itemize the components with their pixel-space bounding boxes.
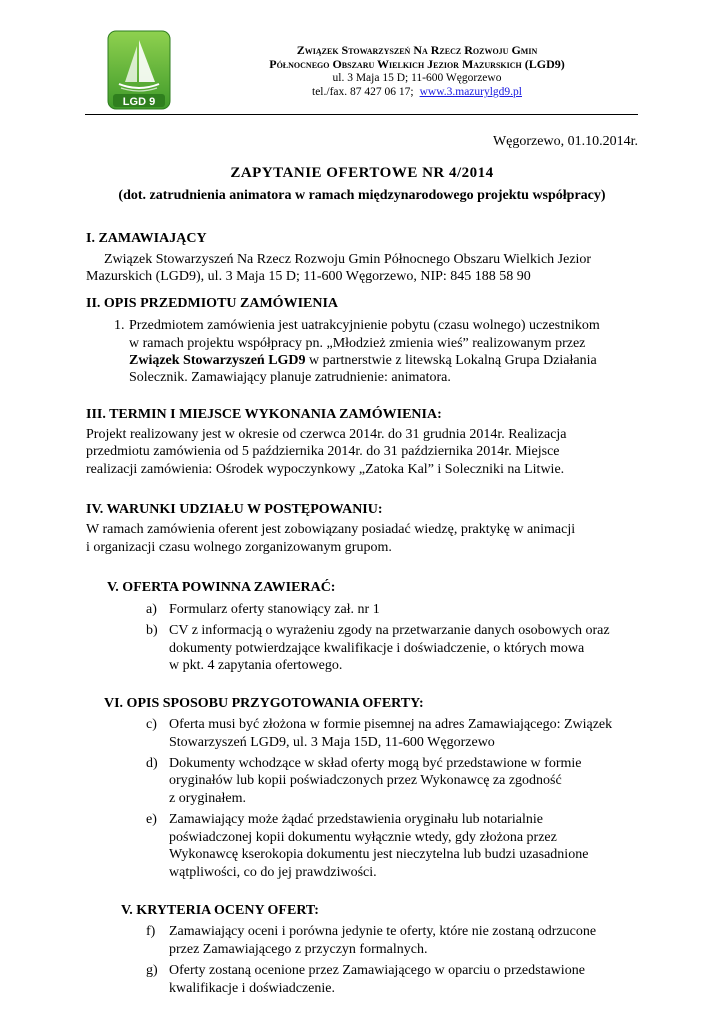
- section-2-line-4: Solecznik. Zamawiający planuje zatrudnienie: animatora.: [129, 370, 451, 385]
- section-6-item-d-line-1: Dokumenty wchodzące w skład oferty mogą być przedstawione w formie: [169, 756, 582, 771]
- list-marker: 1.: [114, 318, 125, 333]
- section-6-item-d-line-3: z oryginałem.: [169, 791, 246, 806]
- section-2-line-3-rest: w partnerstwie z litewską Lokalną Grupa Działania: [305, 353, 597, 368]
- section-1-line-2: Mazurskich (LGD9), ul. 3 Maja 15 D; 11-600 Węgorzewo, NIP: 845 188 58 90: [86, 269, 531, 284]
- document-subtitle: (dot. zatrudnienia animatora w ramach międzynarodowego projektu współpracy): [118, 188, 606, 203]
- section-7-item-f-line-2: przez Zamawiającego z przyczyn formalnych.: [169, 942, 428, 957]
- dateline: Węgorzewo, 01.10.2014r.: [492, 134, 638, 149]
- section-4-line-2: i organizacji czasu wolnego zorganizowanym grupom.: [86, 540, 392, 555]
- section-5-item-b-line-2: dokumenty potwierdzające kwalifikacje i doświadczenie, o których mowa: [169, 641, 585, 656]
- document-title: ZAPYTANIE OFERTOWE NR 4/2014: [230, 165, 494, 181]
- section-6-item-e-line-3: Wykonawcę kserokopia dokumentu jest nieczytelna lub budzi uzasadnione: [169, 847, 589, 862]
- section-2-heading: II. OPIS PRZEDMIOTU ZAMÓWIENIA: [86, 296, 339, 311]
- list-marker: d): [146, 756, 158, 771]
- list-marker: a): [146, 602, 157, 617]
- section-6-item-c-line-1: Oferta musi być złożona w formie pisemnej na adres Zamawiającego: Związek: [169, 717, 613, 732]
- section-7-item-g-line-1: Oferty zostaną ocenione przez Zamawiającego w oparciu o przedstawione: [169, 963, 585, 978]
- section-6-item-e-line-2: poświadczonej kopii dokumentu wyłącznie wtedy, gdy złożona przez: [169, 830, 557, 845]
- section-3-line-3: realizacji zamówienia: Ośrodek wypoczynkowy „Zatoka Kal” i Soleczniki na Litwie.: [86, 462, 565, 477]
- section-2-line-1: Przedmiotem zamówienia jest uatrakcyjnienie pobytu (czasu wolnego) uczestnikom: [129, 318, 600, 333]
- header-org-line1: Związek Stowarzyszeń Na Rzecz Rozwoju Gmin: [296, 43, 538, 57]
- list-marker: e): [146, 812, 157, 827]
- header-address: ul. 3 Maja 15 D; 11-600 Węgorzewo: [332, 72, 502, 84]
- section-4-heading: IV. WARUNKI UDZIAŁU W POSTĘPOWANIU:: [86, 502, 383, 517]
- list-marker: f): [146, 924, 156, 939]
- section-6-item-d-line-2: oryginałów lub kopii poświadczonych przez Wykonawcę za zgodność: [169, 773, 562, 788]
- list-marker: g): [146, 963, 158, 978]
- section-7-heading: V. KRYTERIA OCENY OFERT:: [121, 903, 319, 918]
- header-phone: tel./fax. 87 427 06 17;: [312, 86, 414, 98]
- section-3-heading: III. TERMIN I MIEJSCE WYKONANIA ZAMÓWIENIA:: [86, 407, 442, 422]
- header-contact: [210, 85, 624, 99]
- section-6-item-e-line-1: Zamawiający może żądać przedstawienia oryginału lub notarialnie: [169, 812, 543, 827]
- section-2-line-2: w ramach projektu współpracy pn. „Młodzież zmienia wieś” realizowanym przez: [129, 336, 586, 351]
- lgd9-logo: [107, 30, 171, 110]
- organization-name: Związek Stowarzyszeń LGD9: [129, 353, 306, 368]
- section-1-line-1: Związek Stowarzyszeń Na Rzecz Rozwoju Gmin Północnego Obszaru Wielkich Jezior: [104, 252, 592, 267]
- section-3-line-2: przedmiotu zamówienia od 5 października 2014r. do 31 października 2014r. Miejsce: [86, 444, 560, 459]
- section-5-item-b-line-3: w pkt. 4 zapytania ofertowego.: [169, 658, 343, 673]
- section-5-heading: V. OFERTA POWINNA ZAWIERAĆ:: [107, 580, 336, 595]
- section-1-heading: I. ZAMAWIAJĄCY: [86, 231, 207, 246]
- section-6-item-c-line-2: Stowarzyszeń LGD9, ul. 3 Maja 15D, 11-600 Węgorzewo: [169, 735, 495, 750]
- header-org-line2: Północnego Obszaru Wielkich Jezior Mazurskich (LGD9): [269, 57, 565, 71]
- section-7-item-f-line-1: Zamawiający oceni i porówna jedynie te oferty, które nie zostaną odrzucone: [169, 924, 597, 939]
- section-2-line-3: [129, 352, 638, 370]
- section-5-item-b-line-1: CV z informacją o wyrażeniu zgody na przetwarzanie danych osobowych oraz: [169, 623, 610, 638]
- section-5-item-a: Formularz oferty stanowiący zał. nr 1: [169, 602, 380, 617]
- website-link[interactable]: www.3.mazurylgd9.pl: [419, 86, 522, 98]
- section-3-line-1: Projekt realizowany jest w okresie od czerwca 2014r. do 31 grudnia 2014r. Realizacja: [86, 427, 567, 442]
- list-marker: c): [146, 717, 157, 732]
- section-6-item-e-line-4: wątpliwości, co do jej prawdziwości.: [169, 865, 377, 880]
- section-4-line-1: W ramach zamówienia oferent jest zobowiązany posiadać wiedzę, praktykę w animacji: [86, 522, 576, 537]
- list-marker: b): [146, 623, 158, 638]
- section-7-item-g-line-2: kwalifikacje i doświadczenie.: [169, 981, 335, 996]
- header-divider: [85, 114, 638, 115]
- logo-text: LGD 9: [122, 96, 156, 108]
- section-6-heading: VI. OPIS SPOSOBU PRZYGOTOWANIA OFERTY:: [104, 696, 424, 711]
